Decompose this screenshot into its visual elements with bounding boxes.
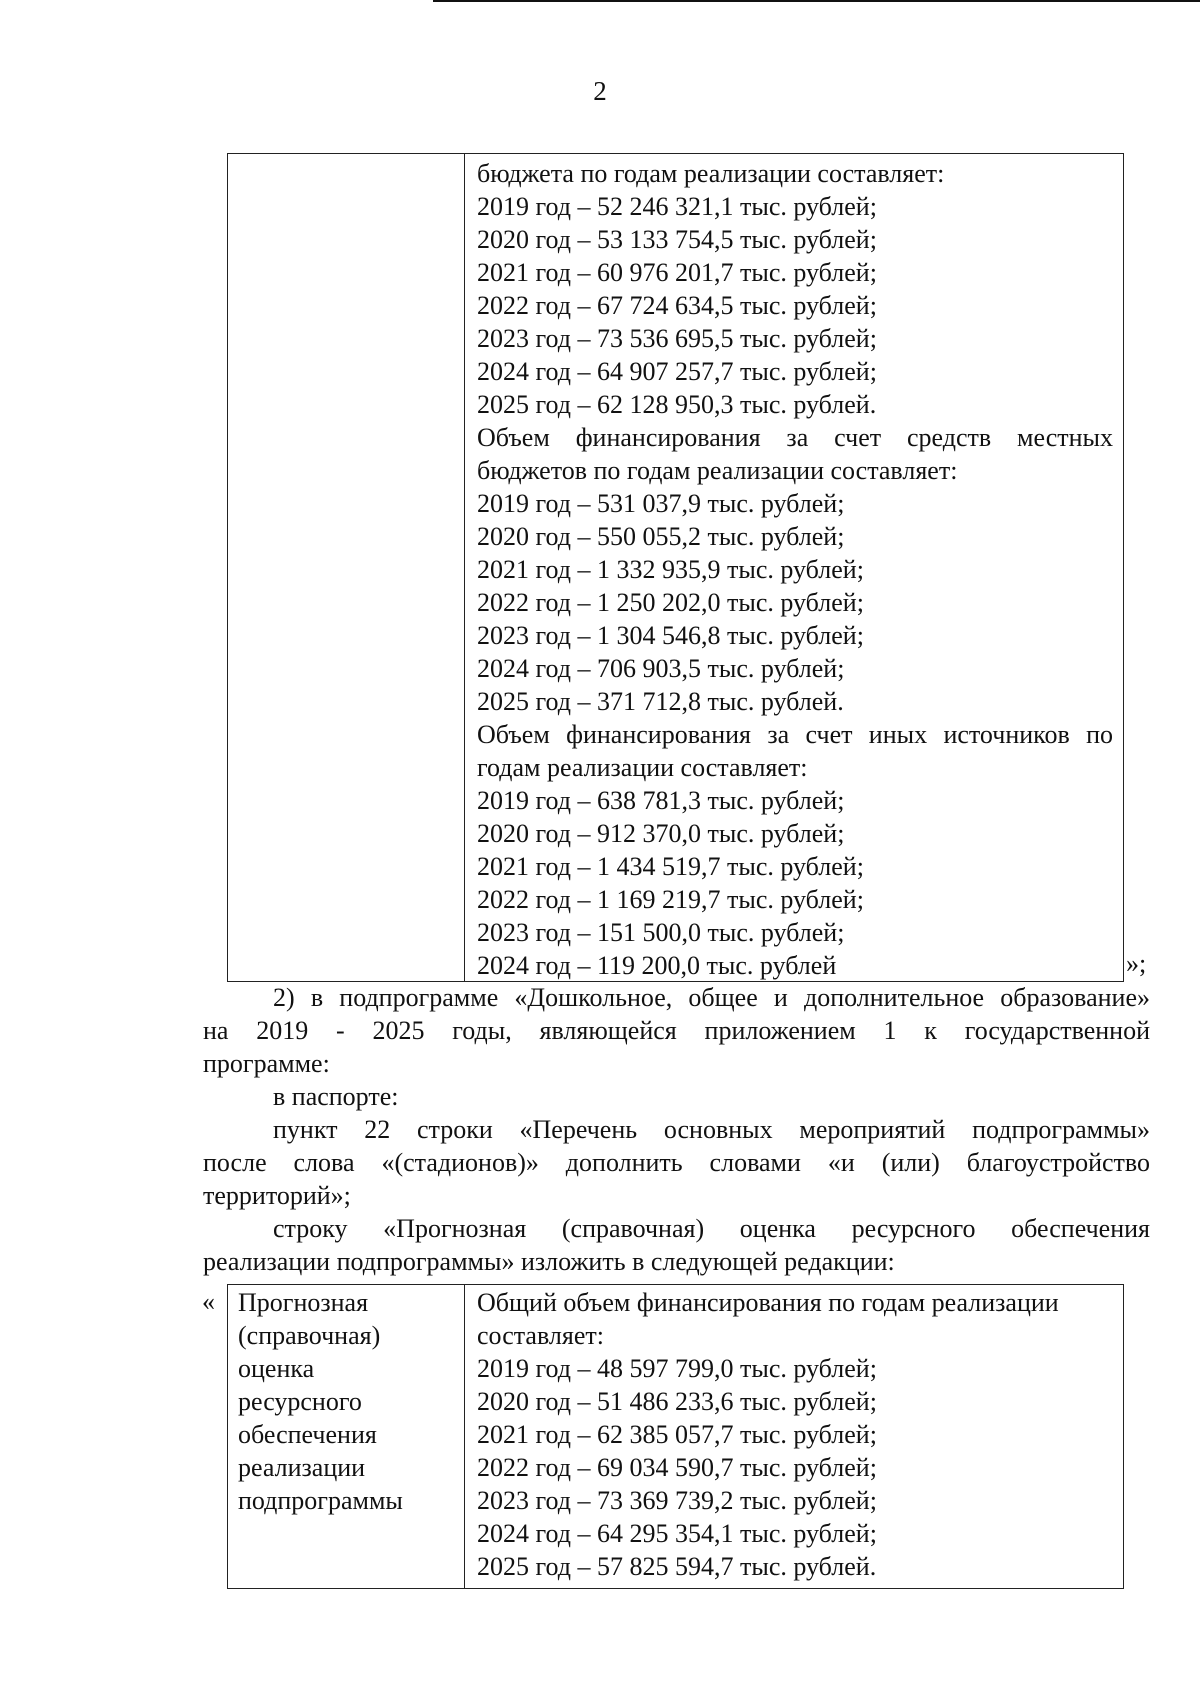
table-line: 2023 год – 151 500,0 тыс. рублей; (477, 918, 845, 947)
table-line: 2019 год – 48 597 799,0 тыс. рублей; (477, 1354, 877, 1383)
paragraph-line: после слова «(стадионов)» дополнить словами «и (или) благоустройство (203, 1148, 1150, 1177)
table-line: 2020 год – 53 133 754,5 тыс. рублей; (477, 225, 877, 254)
table-line: 2019 год – 52 246 321,1 тыс. рублей; (477, 192, 877, 221)
table-line: 2021 год – 1 332 935,9 тыс. рублей; (477, 555, 864, 584)
table-left-cell (238, 1286, 458, 1517)
paragraph-line: программе: (203, 1049, 330, 1078)
paragraph-line: реализации подпрограммы» изложить в следующей редакции: (203, 1247, 895, 1276)
table-line: 2019 год – 638 781,3 тыс. рублей; (477, 786, 845, 815)
table-line: Общий объем финансирования по годам реализации (477, 1288, 1059, 1317)
table-line: 2025 год – 57 825 594,7 тыс. рублей. (477, 1552, 877, 1581)
table-line: 2023 год – 1 304 546,8 тыс. рублей; (477, 621, 864, 650)
table-line: 2020 год – 550 055,2 тыс. рублей; (477, 522, 845, 551)
table-line: 2022 год – 1 250 202,0 тыс. рублей; (477, 588, 864, 617)
table-line: оценка (238, 1354, 315, 1383)
table-line: Прогнозная (238, 1288, 369, 1317)
table-line: ресурсного (238, 1387, 362, 1416)
financing-table-continued (227, 153, 1124, 982)
table-line: 2023 год – 73 536 695,5 тыс. рублей; (477, 324, 877, 353)
resource-estimate-table (227, 1284, 1124, 1589)
table-line: реализации (238, 1453, 366, 1482)
table-line: 2025 год – 62 128 950,3 тыс. рублей. (477, 390, 877, 419)
table-line: 2020 год – 51 486 233,6 тыс. рублей; (477, 1387, 877, 1416)
table-line: подпрограммы (238, 1486, 403, 1515)
paragraph-line: 2) в подпрограмме «Дошкольное, общее и дополнительное образование» (273, 983, 1150, 1012)
table-right-cell (477, 157, 1113, 982)
table-line: годам реализации составляет: (477, 753, 808, 782)
table-line: 2021 год – 1 434 519,7 тыс. рублей; (477, 852, 864, 881)
table-line: 2022 год – 69 034 590,7 тыс. рублей; (477, 1453, 877, 1482)
table-line: 2021 год – 62 385 057,7 тыс. рублей; (477, 1420, 877, 1449)
table-line: 2022 год – 1 169 219,7 тыс. рублей; (477, 885, 864, 914)
table-line: 2024 год – 119 200,0 тыс. рублей (477, 951, 837, 980)
table-line: Объем финансирования за счет средств местных (477, 423, 1113, 452)
paragraph-line: на 2019 - 2025 годы, являющейся приложением 1 к государственной (203, 1016, 1150, 1045)
table-line: бюджетов по годам реализации составляет: (477, 456, 958, 485)
amendment-text (203, 981, 1150, 1278)
table-line: 2022 год – 67 724 634,5 тыс. рублей; (477, 291, 877, 320)
table-line: 2024 год – 706 903,5 тыс. рублей; (477, 654, 845, 683)
table-line: 2019 год – 531 037,9 тыс. рублей; (477, 489, 845, 518)
table-line: Объем финансирования за счет иных источников по (477, 720, 1113, 749)
top-rule (433, 0, 1200, 2)
closing-quote: »; (1126, 949, 1147, 978)
table-line: (справочная) (238, 1321, 381, 1350)
table-line: бюджета по годам реализации составляет: (477, 159, 945, 188)
paragraph-line: в паспорте: (273, 1082, 399, 1111)
table-line: 2020 год – 912 370,0 тыс. рублей; (477, 819, 845, 848)
table-line: 2024 год – 64 295 354,1 тыс. рублей; (477, 1519, 877, 1548)
table-line: 2023 год – 73 369 739,2 тыс. рублей; (477, 1486, 877, 1515)
opening-quote: « (202, 1287, 215, 1316)
table-line: обеспечения (238, 1420, 377, 1449)
paragraph-line: строку «Прогнозная (справочная) оценка ресурсного обеспечения (273, 1214, 1150, 1243)
table-line: 2024 год – 64 907 257,7 тыс. рублей; (477, 357, 877, 386)
table-line: составляет: (477, 1321, 604, 1350)
table-column-divider (464, 1285, 465, 1588)
table-line: 2025 год – 371 712,8 тыс. рублей. (477, 687, 844, 716)
paragraph-line: территорий»; (203, 1181, 351, 1210)
table-column-divider (464, 154, 465, 981)
page-number: 2 (593, 76, 607, 106)
table-right-cell (477, 1286, 1113, 1583)
paragraph-line: пункт 22 строки «Перечень основных мероприятий подпрограммы» (273, 1115, 1150, 1144)
table-line: 2021 год – 60 976 201,7 тыс. рублей; (477, 258, 877, 287)
